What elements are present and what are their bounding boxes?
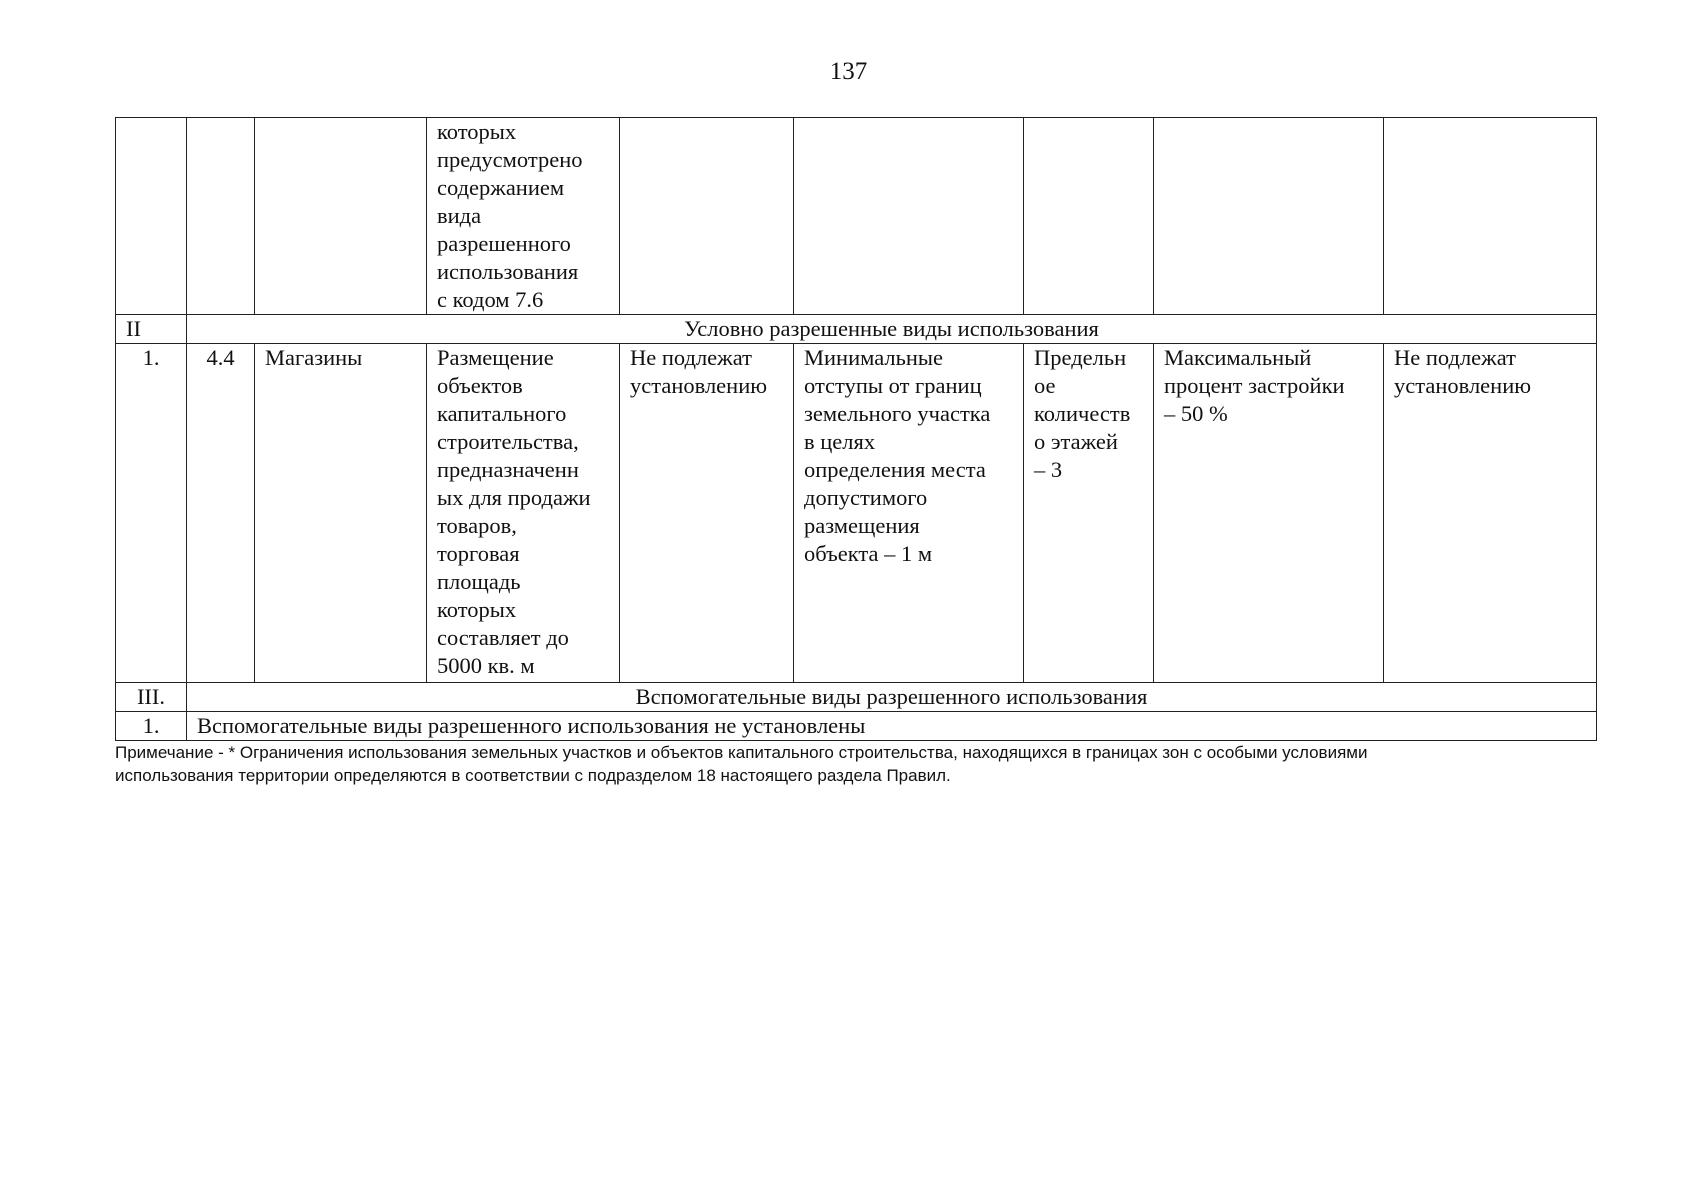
cell-code	[187, 118, 255, 315]
footnote-line-1: Примечание - * Ограничения использования земельных участков и объектов капитального строительства, находящихся в границах зон с особыми условиями	[115, 743, 1368, 762]
footnote-line-2: использования территории определяются в соответствии с подразделом 18 настоящего раздела Правил.	[115, 766, 951, 785]
cell-description: Размещение объектов капитального строительства, предназначенн ых для продажи товаров, торговая площадь которых составляет до 5000 кв. м	[427, 344, 620, 683]
cell-floors: Предельн ое количеств о этажей – 3	[1024, 344, 1154, 683]
page-number: 137	[829, 58, 868, 85]
cell-setbacks: Минимальные отступы от границ земельного участка в целях определения места допустимого размещения объекта – 1 м	[794, 344, 1024, 683]
cell-num	[116, 118, 187, 315]
cell-plot-size	[620, 118, 794, 315]
cell-text: Вспомогательные виды разрешенного использования не установлены	[187, 712, 1597, 741]
section-title: Вспомогательные виды разрешенного использования	[187, 683, 1597, 712]
zoning-table	[115, 117, 1597, 741]
cell-setbacks	[794, 118, 1024, 315]
cell-plot-size: Не подлежат установлению	[620, 344, 794, 683]
section-number: III.	[116, 683, 187, 712]
table-row-continuation	[116, 118, 1597, 315]
cell-floors	[1024, 118, 1154, 315]
section-title: Условно разрешенные виды использования	[187, 315, 1597, 344]
cell-other	[1384, 118, 1597, 315]
cell-num: 1.	[116, 712, 187, 741]
cell-coverage: Максимальный процент застройки – 50 %	[1154, 344, 1384, 683]
section-header-conditional	[116, 315, 1597, 344]
section-number: II	[116, 315, 187, 344]
cell-coverage	[1154, 118, 1384, 315]
footnote	[115, 741, 1615, 787]
cell-description: которых предусмотрено содержанием вида разрешенного использования с кодом 7.6	[427, 118, 620, 315]
cell-other: Не подлежат установлению	[1384, 344, 1597, 683]
cell-name: Магазины	[255, 344, 427, 683]
table-row-auxiliary-none	[116, 712, 1597, 741]
section-header-auxiliary	[116, 683, 1597, 712]
table-row-shops	[116, 344, 1597, 683]
cell-num: 1.	[116, 344, 187, 683]
cell-code: 4.4	[187, 344, 255, 683]
cell-name	[255, 118, 427, 315]
